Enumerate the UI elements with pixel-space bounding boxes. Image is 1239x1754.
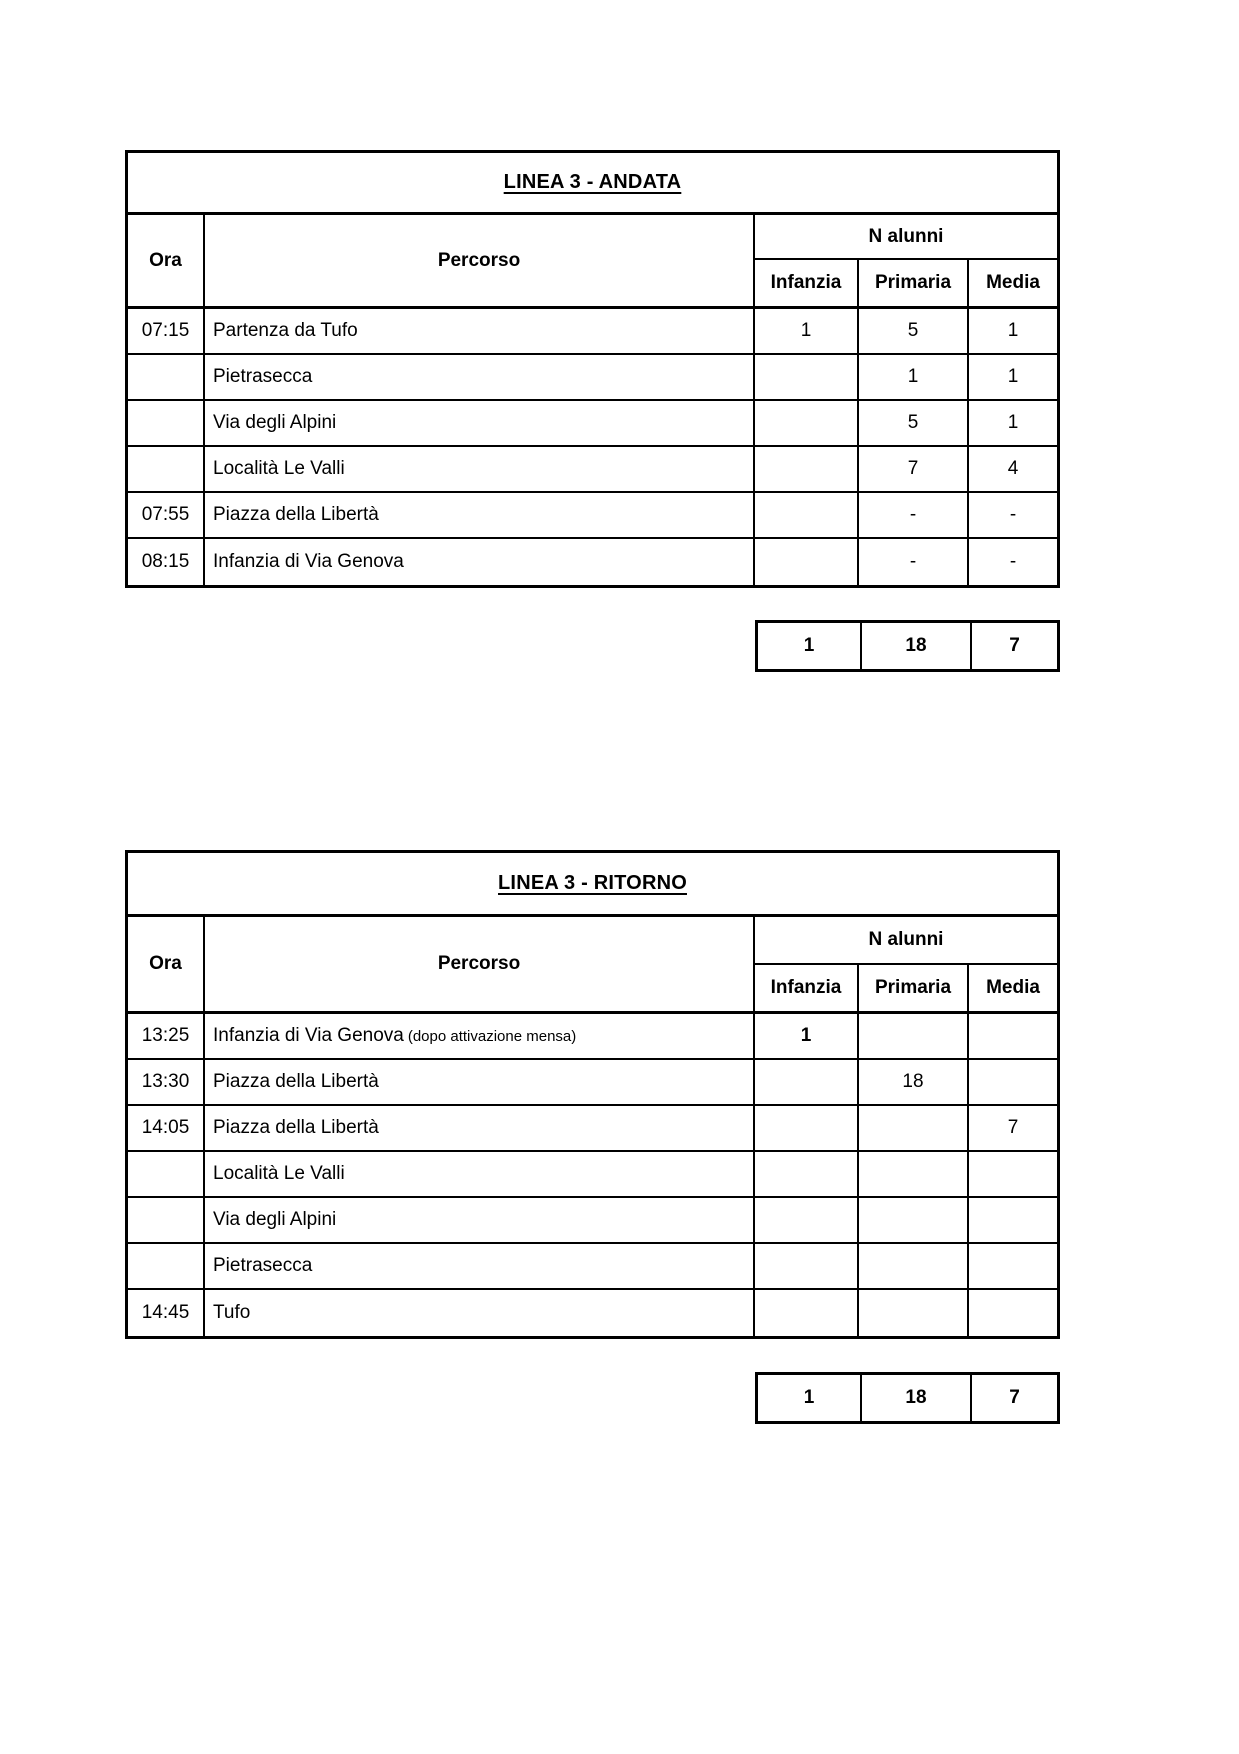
infanzia-cell bbox=[755, 1106, 859, 1152]
percorso-cell: Piazza della Libertà bbox=[205, 493, 755, 539]
media-cell: - bbox=[1009, 551, 1017, 572]
infanzia-cell bbox=[755, 493, 859, 539]
primaria-cell bbox=[859, 1014, 969, 1060]
ora-cell bbox=[128, 1244, 205, 1290]
andata-header-primaria: Primaria bbox=[859, 260, 969, 309]
percorso-cell: Pietrasecca bbox=[205, 1244, 755, 1290]
percorso-note: (dopo attivazione mensa) bbox=[407, 1027, 577, 1045]
primaria-cell: 5 bbox=[859, 309, 969, 355]
andata-totals bbox=[755, 620, 1060, 672]
primaria-cell: 5 bbox=[859, 401, 969, 447]
primaria-cell: 18 bbox=[859, 1060, 969, 1106]
andata-header-ora: Ora bbox=[128, 215, 205, 309]
media-cell: 1 bbox=[969, 355, 1057, 401]
percorso-cell: Infanzia di Via Genova bbox=[205, 539, 755, 585]
ora-cell bbox=[128, 401, 205, 447]
ora-cell bbox=[128, 1152, 205, 1198]
primaria-cell bbox=[859, 1198, 969, 1244]
infanzia-cell: 1 bbox=[755, 309, 859, 355]
infanzia-cell bbox=[755, 539, 859, 585]
percorso-cell: Pietrasecca bbox=[205, 355, 755, 401]
percorso-cell: Piazza della Libertà bbox=[205, 1060, 755, 1106]
media-cell bbox=[969, 1152, 1057, 1198]
ora-cell bbox=[128, 355, 205, 401]
media-cell bbox=[969, 1198, 1057, 1244]
infanzia-cell: 1 bbox=[755, 1014, 859, 1060]
percorso-cell: Località Le Valli bbox=[205, 1152, 755, 1198]
primaria-cell: - bbox=[859, 539, 969, 585]
percorso-cell bbox=[205, 1014, 755, 1060]
ora-cell: 08:15 bbox=[128, 539, 205, 585]
ora-cell: 14:05 bbox=[128, 1106, 205, 1152]
percorso-cell: Via degli Alpini bbox=[205, 1198, 755, 1244]
percorso-cell: Piazza della Libertà bbox=[205, 1106, 755, 1152]
primaria-cell: - bbox=[859, 493, 969, 539]
ritorno-header-primaria: Primaria bbox=[859, 965, 969, 1014]
total-media: 7 bbox=[1009, 635, 1020, 656]
ora-cell: 14:45 bbox=[128, 1290, 205, 1336]
infanzia-cell bbox=[755, 1198, 859, 1244]
andata-header-percorso: Percorso bbox=[205, 215, 755, 309]
andata-title bbox=[128, 153, 1057, 215]
ora-cell: 07:15 bbox=[128, 309, 205, 355]
ritorno-title-text: LINEA 3 - RITORNO bbox=[498, 872, 687, 894]
ritorno-table bbox=[125, 850, 1060, 1339]
primaria-cell bbox=[859, 1290, 969, 1336]
ritorno-header-media: Media bbox=[969, 965, 1057, 1014]
andata-header-n-alunni: N alunni bbox=[755, 215, 1057, 260]
percorso-cell: Tufo bbox=[205, 1290, 755, 1336]
infanzia-cell bbox=[755, 1290, 859, 1336]
ritorno-header-ora: Ora bbox=[128, 917, 205, 1014]
ora-cell: 07:55 bbox=[128, 493, 205, 539]
andata-header-media: Media bbox=[969, 260, 1057, 309]
infanzia-cell bbox=[755, 1060, 859, 1106]
ora-cell: 13:25 bbox=[128, 1014, 205, 1060]
infanzia-cell bbox=[755, 401, 859, 447]
media-cell: - bbox=[969, 493, 1057, 539]
percorso-text: Infanzia di Via Genova bbox=[213, 1025, 404, 1046]
total-primaria: 18 bbox=[862, 1375, 972, 1421]
infanzia-cell bbox=[755, 355, 859, 401]
infanzia-cell bbox=[755, 447, 859, 493]
media-cell: 4 bbox=[969, 447, 1057, 493]
andata-table bbox=[125, 150, 1060, 588]
percorso-cell: Partenza da Tufo bbox=[205, 309, 755, 355]
media-cell bbox=[969, 1060, 1057, 1106]
ora-cell: 13:30 bbox=[128, 1060, 205, 1106]
ritorno-header-infanzia: Infanzia bbox=[755, 965, 859, 1014]
media-cell: 1 bbox=[969, 401, 1057, 447]
total-infanzia: 1 bbox=[758, 623, 862, 669]
primaria-cell bbox=[859, 1244, 969, 1290]
infanzia-cell bbox=[755, 1152, 859, 1198]
andata-title-text: LINEA 3 - ANDATA bbox=[503, 171, 682, 193]
media-cell: 1 bbox=[969, 309, 1057, 355]
total-primaria: 18 bbox=[862, 623, 972, 669]
ritorno-totals bbox=[755, 1372, 1060, 1424]
ritorno-header-percorso: Percorso bbox=[205, 917, 755, 1014]
infanzia-cell bbox=[755, 1244, 859, 1290]
primaria-cell: 1 bbox=[859, 355, 969, 401]
andata-header-infanzia: Infanzia bbox=[755, 260, 859, 309]
total-media: 7 bbox=[1009, 1387, 1020, 1408]
ora-cell bbox=[128, 1198, 205, 1244]
primaria-cell: 7 bbox=[859, 447, 969, 493]
percorso-cell: Località Le Valli bbox=[205, 447, 755, 493]
media-cell bbox=[969, 1244, 1057, 1290]
total-infanzia: 1 bbox=[758, 1375, 862, 1421]
ritorno-header-n-alunni: N alunni bbox=[755, 917, 1057, 965]
media-cell bbox=[969, 1014, 1057, 1060]
media-cell: 7 bbox=[969, 1106, 1057, 1152]
percorso-cell: Via degli Alpini bbox=[205, 401, 755, 447]
ora-cell bbox=[128, 447, 205, 493]
ritorno-title bbox=[128, 853, 1057, 917]
media-cell bbox=[969, 1290, 1057, 1336]
primaria-cell bbox=[859, 1106, 969, 1152]
primaria-cell bbox=[859, 1152, 969, 1198]
